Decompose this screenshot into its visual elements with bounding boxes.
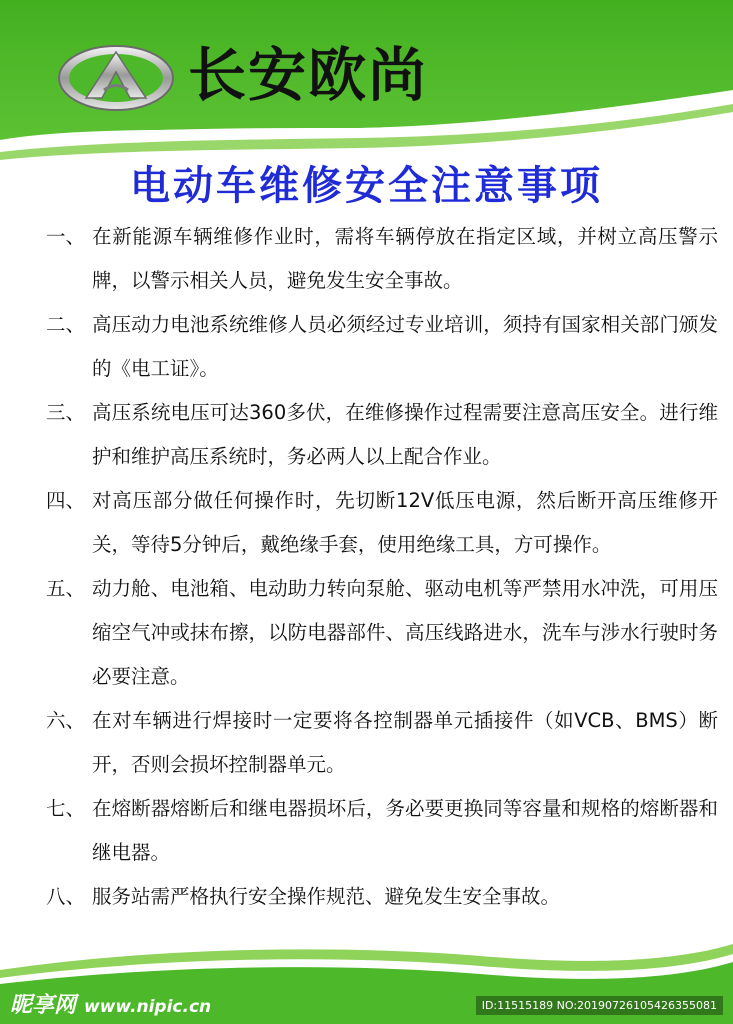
rule-item-4 bbox=[46, 479, 718, 567]
rule-item-8 bbox=[46, 875, 718, 919]
rule-text: 动力舱、电池箱、电动助力转向泵舱、驱动电机等严禁用水冲洗，可用压缩空气冲或抹布擦，以防电器部件、高压线路进水，洗车与涉水行驶时务必要注意。 bbox=[92, 577, 718, 688]
rule-item-1 bbox=[46, 215, 718, 303]
rule-number: 六、 bbox=[46, 709, 86, 732]
rule-text: 对高压部分做任何操作时，先切断12V低压电源，然后断开高压维修开关，等待5分钟后，戴绝缘手套，使用绝缘工具，方可操作。 bbox=[92, 489, 718, 556]
changan-logo-icon bbox=[56, 42, 176, 114]
rule-item-3 bbox=[46, 391, 718, 479]
rule-text: 高压系统电压可达360多伏，在维修操作过程需要注意高压安全。进行维护和维护高压系统时，务必两人以上配合作业。 bbox=[92, 401, 718, 468]
rule-text: 在对车辆进行焊接时一定要将各控制器单元插接件（如VCB、BMS）断开，否则会损坏控制器单元。 bbox=[92, 709, 718, 776]
rules-list bbox=[46, 215, 718, 919]
rule-number: 二、 bbox=[46, 313, 86, 336]
page-title: 电动车维修安全注意事项 bbox=[130, 163, 603, 209]
rule-item-6 bbox=[46, 699, 718, 787]
rule-text: 在新能源车辆维修作业时，需将车辆停放在指定区域，并树立高压警示牌，以警示相关人员，避免发生安全事故。 bbox=[92, 225, 718, 292]
watermark-url: www.nipic.cn bbox=[84, 997, 212, 1017]
rule-item-5 bbox=[46, 567, 718, 699]
rule-text: 在熔断器熔断后和继电器损坏后，务必要更换同等容量和规格的熔断器和继电器。 bbox=[92, 797, 718, 864]
watermark-site-name: 昵享网 bbox=[10, 993, 77, 1018]
rule-number: 八、 bbox=[46, 885, 86, 908]
header-banner bbox=[0, 0, 733, 170]
image-id-label: ID:11515189 NO:20190726105426355081 bbox=[476, 996, 723, 1015]
rule-number: 四、 bbox=[46, 489, 86, 512]
rule-item-7 bbox=[46, 787, 718, 875]
rule-number: 七、 bbox=[46, 797, 86, 820]
rule-text: 高压动力电池系统维修人员必须经过专业培训，须持有国家相关部门颁发的《电工证》。 bbox=[92, 313, 718, 380]
rule-number: 一、 bbox=[46, 225, 86, 248]
watermark bbox=[10, 988, 211, 1019]
brand-name: 长安欧尚 bbox=[188, 41, 429, 109]
rule-number: 三、 bbox=[46, 401, 86, 424]
rule-number: 五、 bbox=[46, 577, 86, 600]
rule-item-2 bbox=[46, 303, 718, 391]
rule-text: 服务站需严格执行安全操作规范、避免发生安全事故。 bbox=[92, 885, 561, 908]
